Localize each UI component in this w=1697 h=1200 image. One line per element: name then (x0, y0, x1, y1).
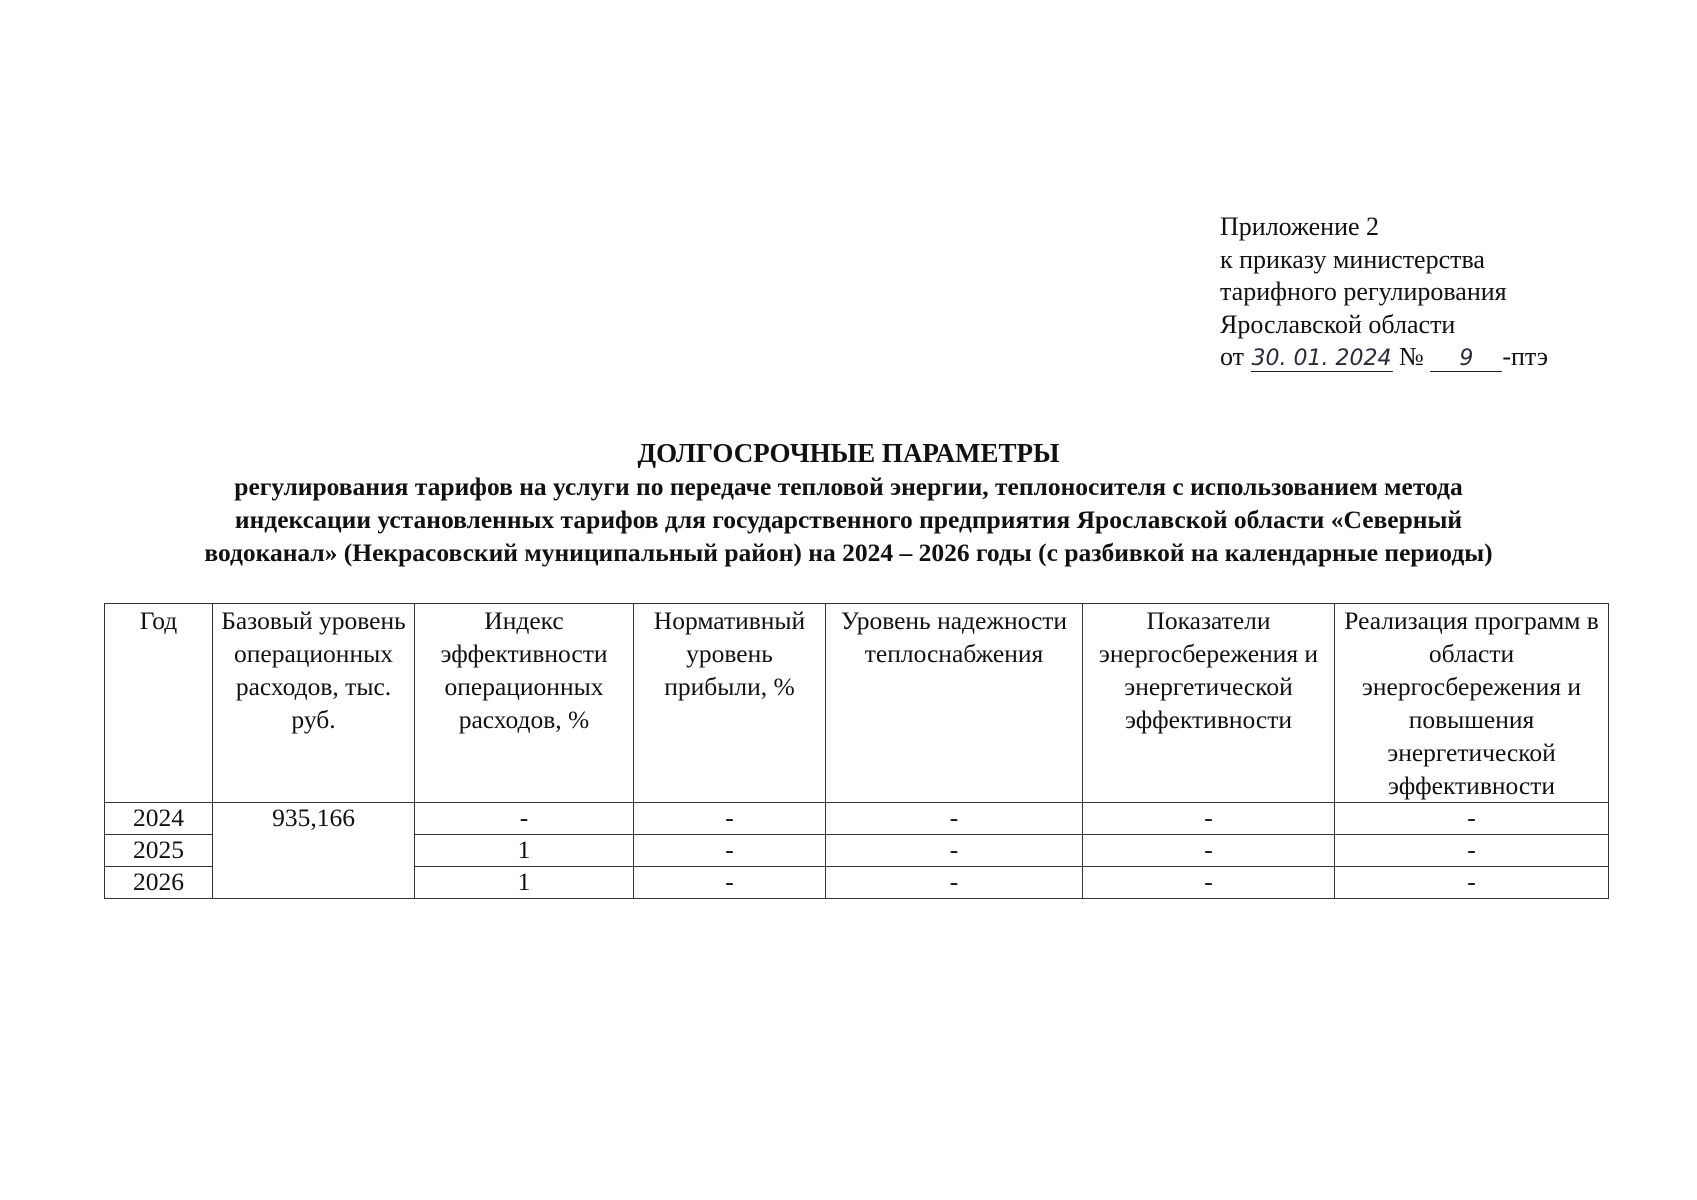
cell-profit: - (634, 835, 826, 867)
cell-energy: - (1083, 803, 1335, 835)
header-profit-level: Нормативный уровень прибыли, % (634, 604, 826, 803)
appendix-line: Приложение 2 (1220, 212, 1380, 241)
header-efficiency-index: Индекс эффективности операционных расходов, % (415, 604, 634, 803)
header-base-level: Базовый уровень операционных расходов, тыс. руб. (213, 604, 415, 803)
title-line: водоканал» (Некрасовский муниципальный район) на 2024 – 2026 годы (с разбивкой на календарные периоды) (204, 538, 1493, 567)
title-line: регулирования тарифов на услуги по передаче тепловой энергии, теплоносителя с использованием метода (234, 472, 1463, 501)
cell-year: 2026 (105, 867, 213, 899)
header-reliability: Уровень надежности теплоснабжения (826, 604, 1083, 803)
cell-programs: - (1335, 867, 1609, 899)
cell-base-level: 935,166 (213, 803, 415, 899)
order-date: 30. 01. 2024 (1251, 346, 1392, 371)
cell-year: 2024 (105, 803, 213, 835)
cell-index: 1 (415, 835, 634, 867)
cell-programs: - (1335, 835, 1609, 867)
title-line: индексации установленных тарифов для государственного предприятия Ярославской области «Северный (234, 505, 1463, 534)
cell-reliability: - (826, 867, 1083, 899)
table-header-row (105, 604, 1609, 803)
cell-index: 1 (415, 867, 634, 899)
order-reference (1220, 341, 1548, 374)
appendix-line: тарифного регулирования (1220, 277, 1507, 306)
cell-profit: - (634, 803, 826, 835)
number-label: № (1399, 342, 1424, 371)
header-year: Год (105, 604, 213, 803)
cell-programs: - (1335, 803, 1609, 835)
parameters-table (104, 603, 1609, 899)
cell-reliability: - (826, 835, 1083, 867)
cell-energy: - (1083, 867, 1335, 899)
table-row (105, 803, 1609, 835)
order-number: 9 (1430, 347, 1502, 372)
cell-reliability: - (826, 803, 1083, 835)
cell-energy: - (1083, 835, 1335, 867)
appendix-line: Ярославской области (1220, 309, 1456, 339)
appendix-block (1220, 211, 1548, 374)
appendix-line: к приказу министерства (1220, 244, 1485, 274)
cell-index: - (415, 803, 634, 835)
order-suffix: -птэ (1502, 342, 1549, 371)
title-main: ДОЛГОСРОЧНЫЕ ПАРАМЕТРЫ (637, 438, 1060, 468)
document-title (100, 436, 1597, 569)
header-energy-saving: Показатели энергосбережения и энергетической эффективности (1083, 604, 1335, 803)
header-programs: Реализация программ в области энергосбережения и повышения энергетической эффективности (1335, 604, 1609, 803)
cell-year: 2025 (105, 835, 213, 867)
from-label: от (1220, 342, 1245, 371)
cell-profit: - (634, 867, 826, 899)
